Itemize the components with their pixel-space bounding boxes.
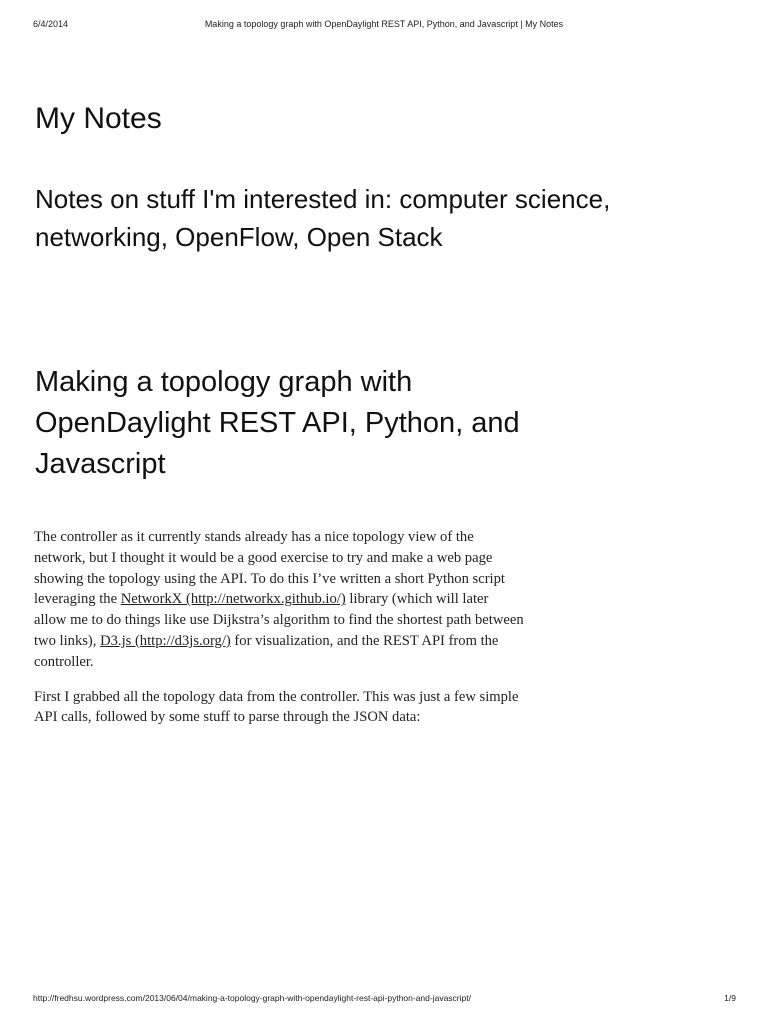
print-footer xyxy=(0,993,768,1007)
print-document-title: Making a topology graph with OpenDaylight REST API, Python, and Javascript | My Notes xyxy=(204,19,564,29)
post-paragraph xyxy=(34,527,524,673)
networkx-link[interactable]: NetworkX (http://networkx.github.io/) xyxy=(120,591,346,608)
post-body xyxy=(34,527,524,742)
print-header xyxy=(0,19,768,33)
paragraph-text: for visualization, and the REST API from the controller. xyxy=(34,632,499,670)
site-title[interactable]: My Notes xyxy=(35,102,162,135)
page-number: 1/9 xyxy=(724,993,736,1003)
site-tagline: Notes on stuff I'm interested in: computer science, networking, OpenFlow, Open Stack xyxy=(35,184,611,252)
post-title[interactable]: Making a topology graph with OpenDaylight REST API, Python, and Javascript xyxy=(35,366,520,480)
paragraph-text: library (which will later allow me to do things like use Dijkstra’s algorithm to find the shortest path between two links), xyxy=(34,591,524,649)
print-url: http://fredhsu.wordpress.com/2013/06/04/making-a-topology-graph-with-opendaylight-rest-api-python-and-javascript/ xyxy=(33,993,471,1003)
print-date: 6/4/2014 xyxy=(33,19,69,29)
post-paragraph: First I grabbed all the topology data from the controller. This was just a few simple API calls, followed by some stuff to parse through the JSON data: xyxy=(34,688,519,726)
paragraph-text: The controller as it currently stands already has a nice topology view of the network, but I thought it would be a good exercise to try and make a web page showing the topology using the API. To do this I’ve written a short Python script leveraging the xyxy=(34,529,505,608)
d3js-link[interactable]: D3.js (http://d3js.org/) xyxy=(100,632,231,649)
